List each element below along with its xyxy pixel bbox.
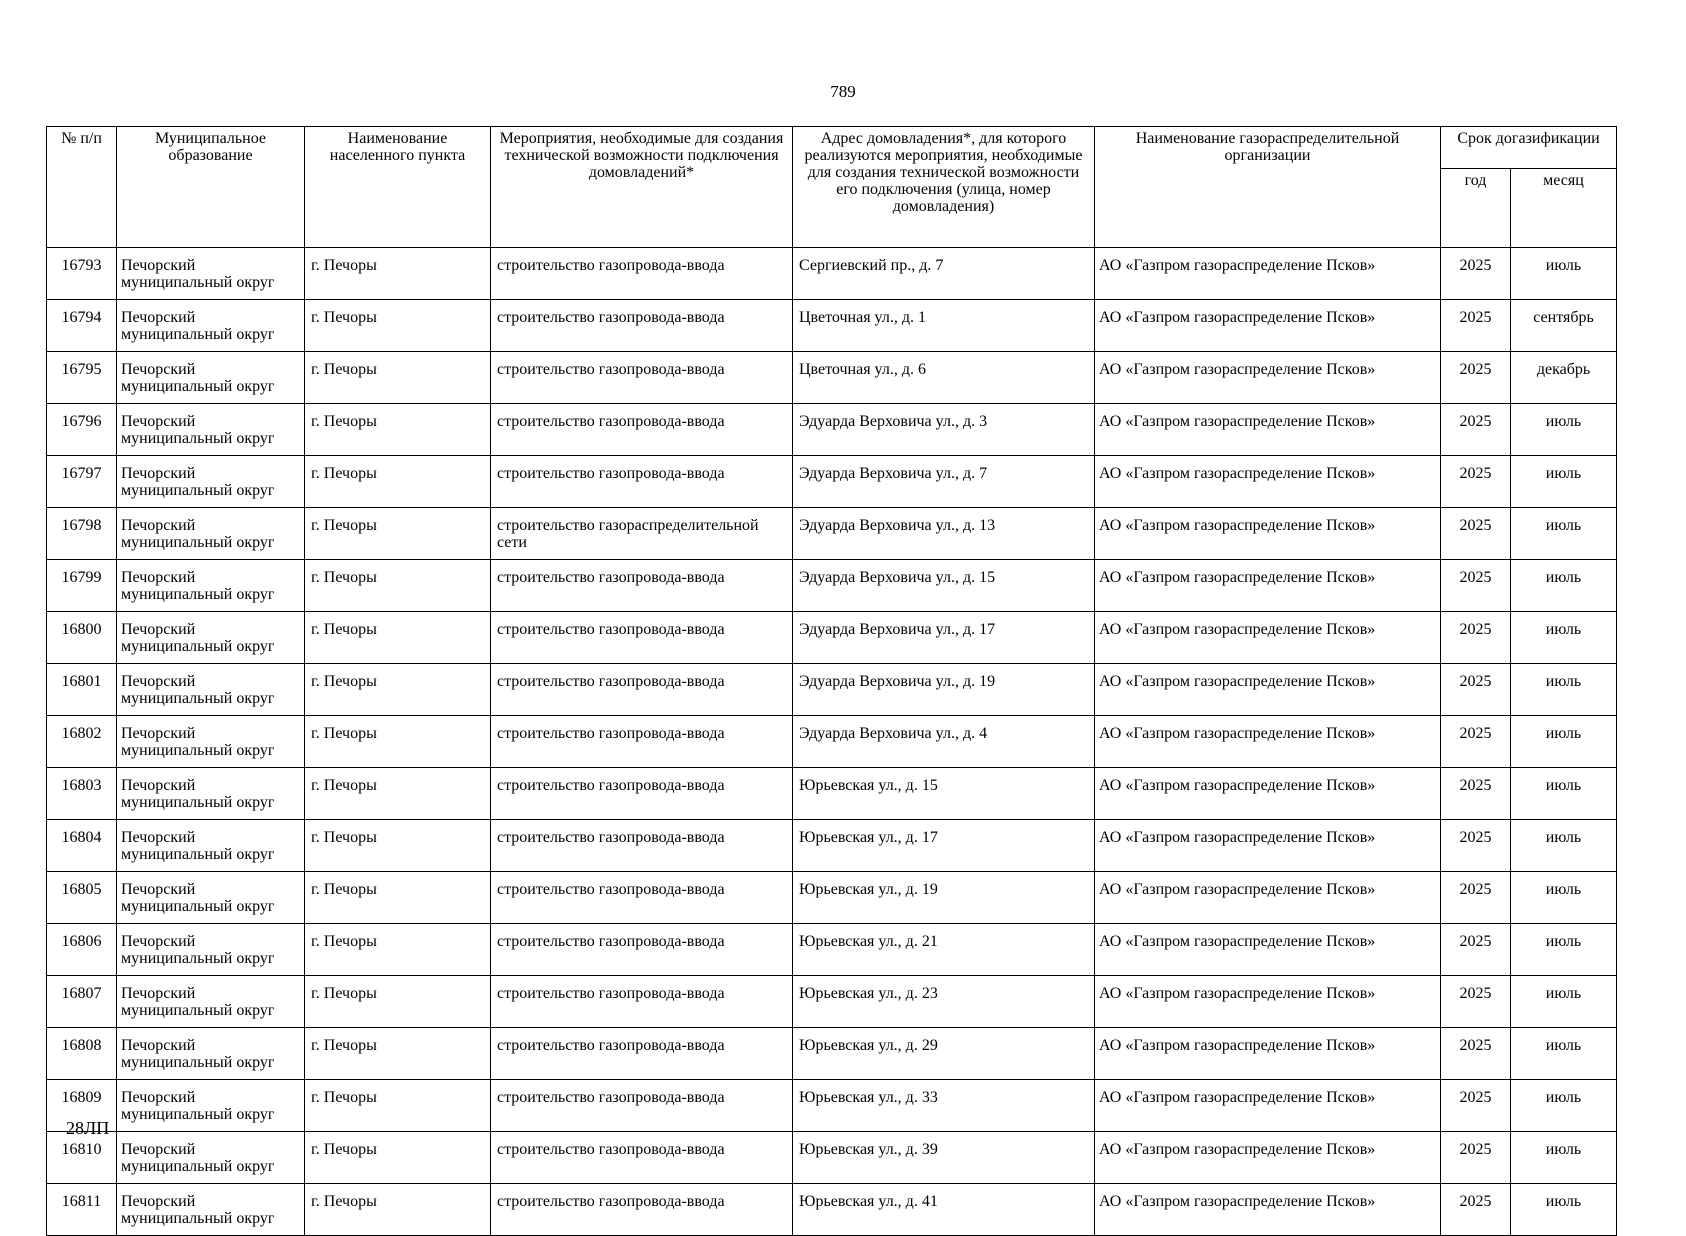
row-locality: г. Печоры bbox=[305, 924, 491, 976]
header-municipality: Муниципальное образование bbox=[117, 127, 305, 248]
row-number: 16795 bbox=[47, 352, 117, 404]
table-row bbox=[47, 1132, 1617, 1184]
header-num: № п/п bbox=[47, 127, 117, 248]
row-organization: АО «Газпром газораспределение Псков» bbox=[1095, 716, 1441, 768]
row-organization: АО «Газпром газораспределение Псков» bbox=[1095, 1028, 1441, 1080]
row-year: 2025 bbox=[1441, 1080, 1511, 1132]
table-row bbox=[47, 924, 1617, 976]
row-municipality: Печорский муниципальный округ bbox=[117, 872, 305, 924]
row-number: 16793 bbox=[47, 248, 117, 300]
row-activity: строительство газопровода-ввода bbox=[491, 456, 793, 508]
row-locality: г. Печоры bbox=[305, 352, 491, 404]
row-address: Эдуарда Верховича ул., д. 17 bbox=[793, 612, 1095, 664]
row-number: 16804 bbox=[47, 820, 117, 872]
row-number: 16800 bbox=[47, 612, 117, 664]
row-organization: АО «Газпром газораспределение Псков» bbox=[1095, 924, 1441, 976]
table-row bbox=[47, 1080, 1617, 1132]
row-municipality: Печорский муниципальный округ bbox=[117, 664, 305, 716]
table-row bbox=[47, 768, 1617, 820]
row-activity: строительство газопровода-ввода bbox=[491, 768, 793, 820]
row-organization: АО «Газпром газораспределение Псков» bbox=[1095, 300, 1441, 352]
row-organization: АО «Газпром газораспределение Псков» bbox=[1095, 1080, 1441, 1132]
row-month: июль bbox=[1511, 768, 1617, 820]
row-locality: г. Печоры bbox=[305, 716, 491, 768]
row-locality: г. Печоры bbox=[305, 456, 491, 508]
row-locality: г. Печоры bbox=[305, 612, 491, 664]
row-number: 16796 bbox=[47, 404, 117, 456]
header-month: месяц bbox=[1511, 169, 1617, 248]
table-row bbox=[47, 560, 1617, 612]
row-activity: строительство газопровода-ввода bbox=[491, 716, 793, 768]
row-organization: АО «Газпром газораспределение Псков» bbox=[1095, 1184, 1441, 1236]
row-year: 2025 bbox=[1441, 976, 1511, 1028]
row-organization: АО «Газпром газораспределение Псков» bbox=[1095, 1132, 1441, 1184]
row-municipality: Печорский муниципальный округ bbox=[117, 612, 305, 664]
row-number: 16807 bbox=[47, 976, 117, 1028]
row-number: 16806 bbox=[47, 924, 117, 976]
row-activity: строительство газопровода-ввода bbox=[491, 404, 793, 456]
table-row bbox=[47, 248, 1617, 300]
row-municipality: Печорский муниципальный округ bbox=[117, 924, 305, 976]
table-body bbox=[47, 248, 1617, 1236]
row-year: 2025 bbox=[1441, 1184, 1511, 1236]
row-activity: строительство газопровода-ввода bbox=[491, 872, 793, 924]
row-activity: строительство газопровода-ввода bbox=[491, 1080, 793, 1132]
row-organization: АО «Газпром газораспределение Псков» bbox=[1095, 352, 1441, 404]
row-number: 16799 bbox=[47, 560, 117, 612]
row-month: июль bbox=[1511, 560, 1617, 612]
row-address: Юрьевская ул., д. 23 bbox=[793, 976, 1095, 1028]
table-row bbox=[47, 404, 1617, 456]
table-row bbox=[47, 508, 1617, 560]
row-month: июль bbox=[1511, 976, 1617, 1028]
row-number: 16809 bbox=[47, 1080, 117, 1132]
row-month: июль bbox=[1511, 1184, 1617, 1236]
row-municipality: Печорский муниципальный округ bbox=[117, 1028, 305, 1080]
row-activity: строительство газопровода-ввода bbox=[491, 248, 793, 300]
header-activity: Мероприятия, необходимые для создания технической возможности подключения домовладений* bbox=[491, 127, 793, 248]
row-activity: строительство газопровода-ввода bbox=[491, 1028, 793, 1080]
row-organization: АО «Газпром газораспределение Псков» bbox=[1095, 560, 1441, 612]
row-organization: АО «Газпром газораспределение Псков» bbox=[1095, 976, 1441, 1028]
row-municipality: Печорский муниципальный округ bbox=[117, 1184, 305, 1236]
row-municipality: Печорский муниципальный округ bbox=[117, 976, 305, 1028]
row-address: Юрьевская ул., д. 33 bbox=[793, 1080, 1095, 1132]
row-organization: АО «Газпром газораспределение Псков» bbox=[1095, 248, 1441, 300]
row-month: июль bbox=[1511, 1028, 1617, 1080]
row-month: июль bbox=[1511, 664, 1617, 716]
row-locality: г. Печоры bbox=[305, 248, 491, 300]
row-year: 2025 bbox=[1441, 456, 1511, 508]
row-year: 2025 bbox=[1441, 664, 1511, 716]
row-locality: г. Печоры bbox=[305, 1028, 491, 1080]
footer-code: 28ЛП bbox=[66, 1118, 110, 1138]
row-month: июль bbox=[1511, 716, 1617, 768]
row-municipality: Печорский муниципальный округ bbox=[117, 300, 305, 352]
table-header bbox=[47, 127, 1617, 248]
row-activity: строительство газопровода-ввода bbox=[491, 924, 793, 976]
row-municipality: Печорский муниципальный округ bbox=[117, 768, 305, 820]
page-number: 789 bbox=[830, 82, 856, 101]
row-number: 16811 bbox=[47, 1184, 117, 1236]
row-address: Эдуарда Верховича ул., д. 3 bbox=[793, 404, 1095, 456]
row-organization: АО «Газпром газораспределение Псков» bbox=[1095, 664, 1441, 716]
table-row bbox=[47, 612, 1617, 664]
row-organization: АО «Газпром газораспределение Псков» bbox=[1095, 404, 1441, 456]
row-address: Эдуарда Верховича ул., д. 13 bbox=[793, 508, 1095, 560]
table-row bbox=[47, 1028, 1617, 1080]
table-row bbox=[47, 716, 1617, 768]
row-activity: строительство газопровода-ввода bbox=[491, 300, 793, 352]
row-address: Юрьевская ул., д. 21 bbox=[793, 924, 1095, 976]
row-month: июль bbox=[1511, 1080, 1617, 1132]
table-row bbox=[47, 664, 1617, 716]
row-year: 2025 bbox=[1441, 508, 1511, 560]
row-activity: строительство газопровода-ввода bbox=[491, 820, 793, 872]
row-organization: АО «Газпром газораспределение Псков» bbox=[1095, 612, 1441, 664]
row-municipality: Печорский муниципальный округ bbox=[117, 456, 305, 508]
row-month: июль bbox=[1511, 248, 1617, 300]
row-address: Эдуарда Верховича ул., д. 7 bbox=[793, 456, 1095, 508]
row-year: 2025 bbox=[1441, 1132, 1511, 1184]
gasification-table bbox=[46, 126, 1617, 1236]
row-month: декабрь bbox=[1511, 352, 1617, 404]
row-month: июль bbox=[1511, 820, 1617, 872]
row-year: 2025 bbox=[1441, 612, 1511, 664]
row-municipality: Печорский муниципальный округ bbox=[117, 820, 305, 872]
row-address: Эдуарда Верховича ул., д. 19 bbox=[793, 664, 1095, 716]
row-year: 2025 bbox=[1441, 924, 1511, 976]
row-locality: г. Печоры bbox=[305, 1080, 491, 1132]
row-year: 2025 bbox=[1441, 300, 1511, 352]
row-year: 2025 bbox=[1441, 352, 1511, 404]
row-organization: АО «Газпром газораспределение Псков» bbox=[1095, 456, 1441, 508]
row-municipality: Печорский муниципальный округ bbox=[117, 248, 305, 300]
row-activity: строительство газопровода-ввода bbox=[491, 1184, 793, 1236]
row-locality: г. Печоры bbox=[305, 560, 491, 612]
row-locality: г. Печоры bbox=[305, 300, 491, 352]
row-municipality: Печорский муниципальный округ bbox=[117, 560, 305, 612]
row-address: Юрьевская ул., д. 41 bbox=[793, 1184, 1095, 1236]
row-number: 16802 bbox=[47, 716, 117, 768]
row-month: июль bbox=[1511, 404, 1617, 456]
row-address: Эдуарда Верховича ул., д. 15 bbox=[793, 560, 1095, 612]
row-organization: АО «Газпром газораспределение Псков» bbox=[1095, 768, 1441, 820]
row-activity: строительство газораспределительной сети bbox=[491, 508, 793, 560]
table-row bbox=[47, 456, 1617, 508]
row-locality: г. Печоры bbox=[305, 1184, 491, 1236]
header-year: год bbox=[1441, 169, 1511, 248]
row-year: 2025 bbox=[1441, 248, 1511, 300]
header-organization: Наименование газораспределительной организации bbox=[1095, 127, 1441, 248]
row-municipality: Печорский муниципальный округ bbox=[117, 352, 305, 404]
row-activity: строительство газопровода-ввода bbox=[491, 612, 793, 664]
row-address: Юрьевская ул., д. 39 bbox=[793, 1132, 1095, 1184]
header-locality: Наименование населенного пункта bbox=[305, 127, 491, 248]
row-locality: г. Печоры bbox=[305, 508, 491, 560]
row-address: Эдуарда Верховича ул., д. 4 bbox=[793, 716, 1095, 768]
row-locality: г. Печоры bbox=[305, 664, 491, 716]
row-number: 16803 bbox=[47, 768, 117, 820]
table-row bbox=[47, 352, 1617, 404]
row-number: 16801 bbox=[47, 664, 117, 716]
row-locality: г. Печоры bbox=[305, 872, 491, 924]
row-month: июль bbox=[1511, 924, 1617, 976]
row-year: 2025 bbox=[1441, 716, 1511, 768]
row-municipality: Печорский муниципальный округ bbox=[117, 716, 305, 768]
row-number: 16810 bbox=[47, 1132, 117, 1184]
row-address: Цветочная ул., д. 1 bbox=[793, 300, 1095, 352]
row-locality: г. Печоры bbox=[305, 1132, 491, 1184]
row-locality: г. Печоры bbox=[305, 404, 491, 456]
table-row bbox=[47, 820, 1617, 872]
row-activity: строительство газопровода-ввода bbox=[491, 352, 793, 404]
table-row bbox=[47, 300, 1617, 352]
table-row bbox=[47, 872, 1617, 924]
row-month: сентябрь bbox=[1511, 300, 1617, 352]
row-municipality: Печорский муниципальный округ bbox=[117, 404, 305, 456]
row-municipality: Печорский муниципальный округ bbox=[117, 508, 305, 560]
row-activity: строительство газопровода-ввода bbox=[491, 560, 793, 612]
row-organization: АО «Газпром газораспределение Псков» bbox=[1095, 820, 1441, 872]
row-address: Юрьевская ул., д. 19 bbox=[793, 872, 1095, 924]
row-number: 16798 bbox=[47, 508, 117, 560]
row-number: 16794 bbox=[47, 300, 117, 352]
row-month: июль bbox=[1511, 456, 1617, 508]
row-number: 16808 bbox=[47, 1028, 117, 1080]
row-year: 2025 bbox=[1441, 872, 1511, 924]
row-address: Юрьевская ул., д. 15 bbox=[793, 768, 1095, 820]
row-number: 16805 bbox=[47, 872, 117, 924]
row-locality: г. Печоры bbox=[305, 768, 491, 820]
header-term: Срок догазификации bbox=[1441, 127, 1617, 169]
header-address: Адрес домовладения*, для которого реализуются мероприятия, необходимые для создания технической возможности его подключения (улица, номер домовладения) bbox=[793, 127, 1095, 248]
row-year: 2025 bbox=[1441, 1028, 1511, 1080]
row-month: июль bbox=[1511, 612, 1617, 664]
row-address: Юрьевская ул., д. 17 bbox=[793, 820, 1095, 872]
row-month: июль bbox=[1511, 872, 1617, 924]
row-municipality: Печорский муниципальный округ bbox=[117, 1132, 305, 1184]
row-year: 2025 bbox=[1441, 820, 1511, 872]
row-year: 2025 bbox=[1441, 768, 1511, 820]
table-row bbox=[47, 1184, 1617, 1236]
row-address: Цветочная ул., д. 6 bbox=[793, 352, 1095, 404]
row-month: июль bbox=[1511, 508, 1617, 560]
row-address: Юрьевская ул., д. 29 bbox=[793, 1028, 1095, 1080]
row-year: 2025 bbox=[1441, 560, 1511, 612]
row-organization: АО «Газпром газораспределение Псков» bbox=[1095, 872, 1441, 924]
row-organization: АО «Газпром газораспределение Псков» bbox=[1095, 508, 1441, 560]
row-locality: г. Печоры bbox=[305, 976, 491, 1028]
row-activity: строительство газопровода-ввода bbox=[491, 976, 793, 1028]
row-activity: строительство газопровода-ввода bbox=[491, 1132, 793, 1184]
row-locality: г. Печоры bbox=[305, 820, 491, 872]
row-municipality: Печорский муниципальный округ bbox=[117, 1080, 305, 1132]
row-activity: строительство газопровода-ввода bbox=[491, 664, 793, 716]
row-number: 16797 bbox=[47, 456, 117, 508]
table-row bbox=[47, 976, 1617, 1028]
row-year: 2025 bbox=[1441, 404, 1511, 456]
row-address: Сергиевский пр., д. 7 bbox=[793, 248, 1095, 300]
row-month: июль bbox=[1511, 1132, 1617, 1184]
